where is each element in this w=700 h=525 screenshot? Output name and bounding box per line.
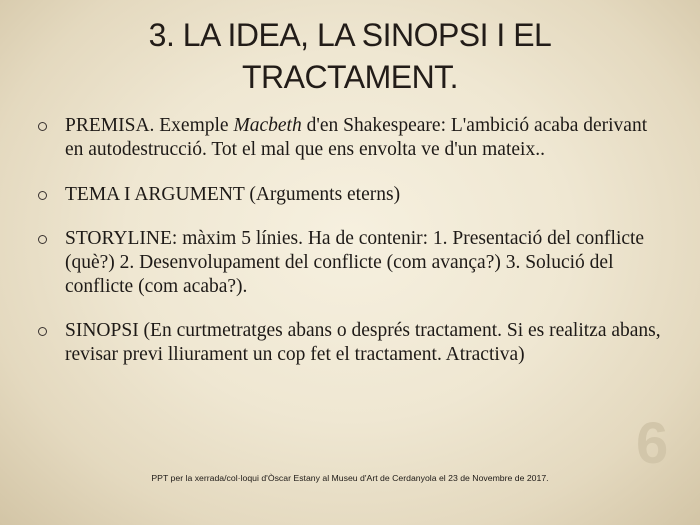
bullet-circle-icon [38, 191, 47, 200]
bullet-premisa-title-italic: Macbeth [233, 115, 302, 136]
bullet-circle-icon [38, 235, 47, 244]
bullet-sinopsi [38, 319, 668, 367]
bullet-tema-argument-text: TEMA I ARGUMENT (Arguments eterns) [65, 184, 401, 205]
bullet-list [38, 114, 668, 388]
bullet-premisa [38, 114, 668, 162]
slide-title-line-1: 3. LA IDEA, LA SINOPSI I EL [148, 17, 552, 53]
bullet-premisa-text-post: d'en Shakespeare: L'ambició acaba derivant en autodestrucció. Tot el mal que ens envolta ve d'un mateix.. [65, 115, 648, 160]
slide-title [40, 14, 660, 98]
slide-footer: PPT per la xerrada/col·loqui d'Òscar Estany al Museu d'Art de Cerdanyola el 23 de Novembre de 2017. [151, 473, 549, 483]
bullet-premisa-text-pre: PREMISA. Exemple [65, 115, 234, 136]
slide-number: 6 [636, 411, 669, 476]
bullet-storyline-text: STORYLINE: màxim 5 línies. Ha de contenir: 1. Presentació del conflicte (què?) 2. Desenvolupament del conflicte (com avança?) 3. Solució del conflicte (com acaba?). [65, 228, 645, 297]
slide-title-line-2: TRACTAMENT. [241, 59, 459, 95]
bullet-tema-argument [38, 183, 668, 207]
bullet-sinopsi-text: SINOPSI (En curtmetratges abans o després tractament. Si es realitza abans, revisar previ lliurament un cop fet el tractament. Atractiva) [65, 320, 661, 365]
bullet-circle-icon [38, 327, 47, 336]
bullet-storyline [38, 227, 668, 299]
bullet-circle-icon [38, 122, 47, 131]
